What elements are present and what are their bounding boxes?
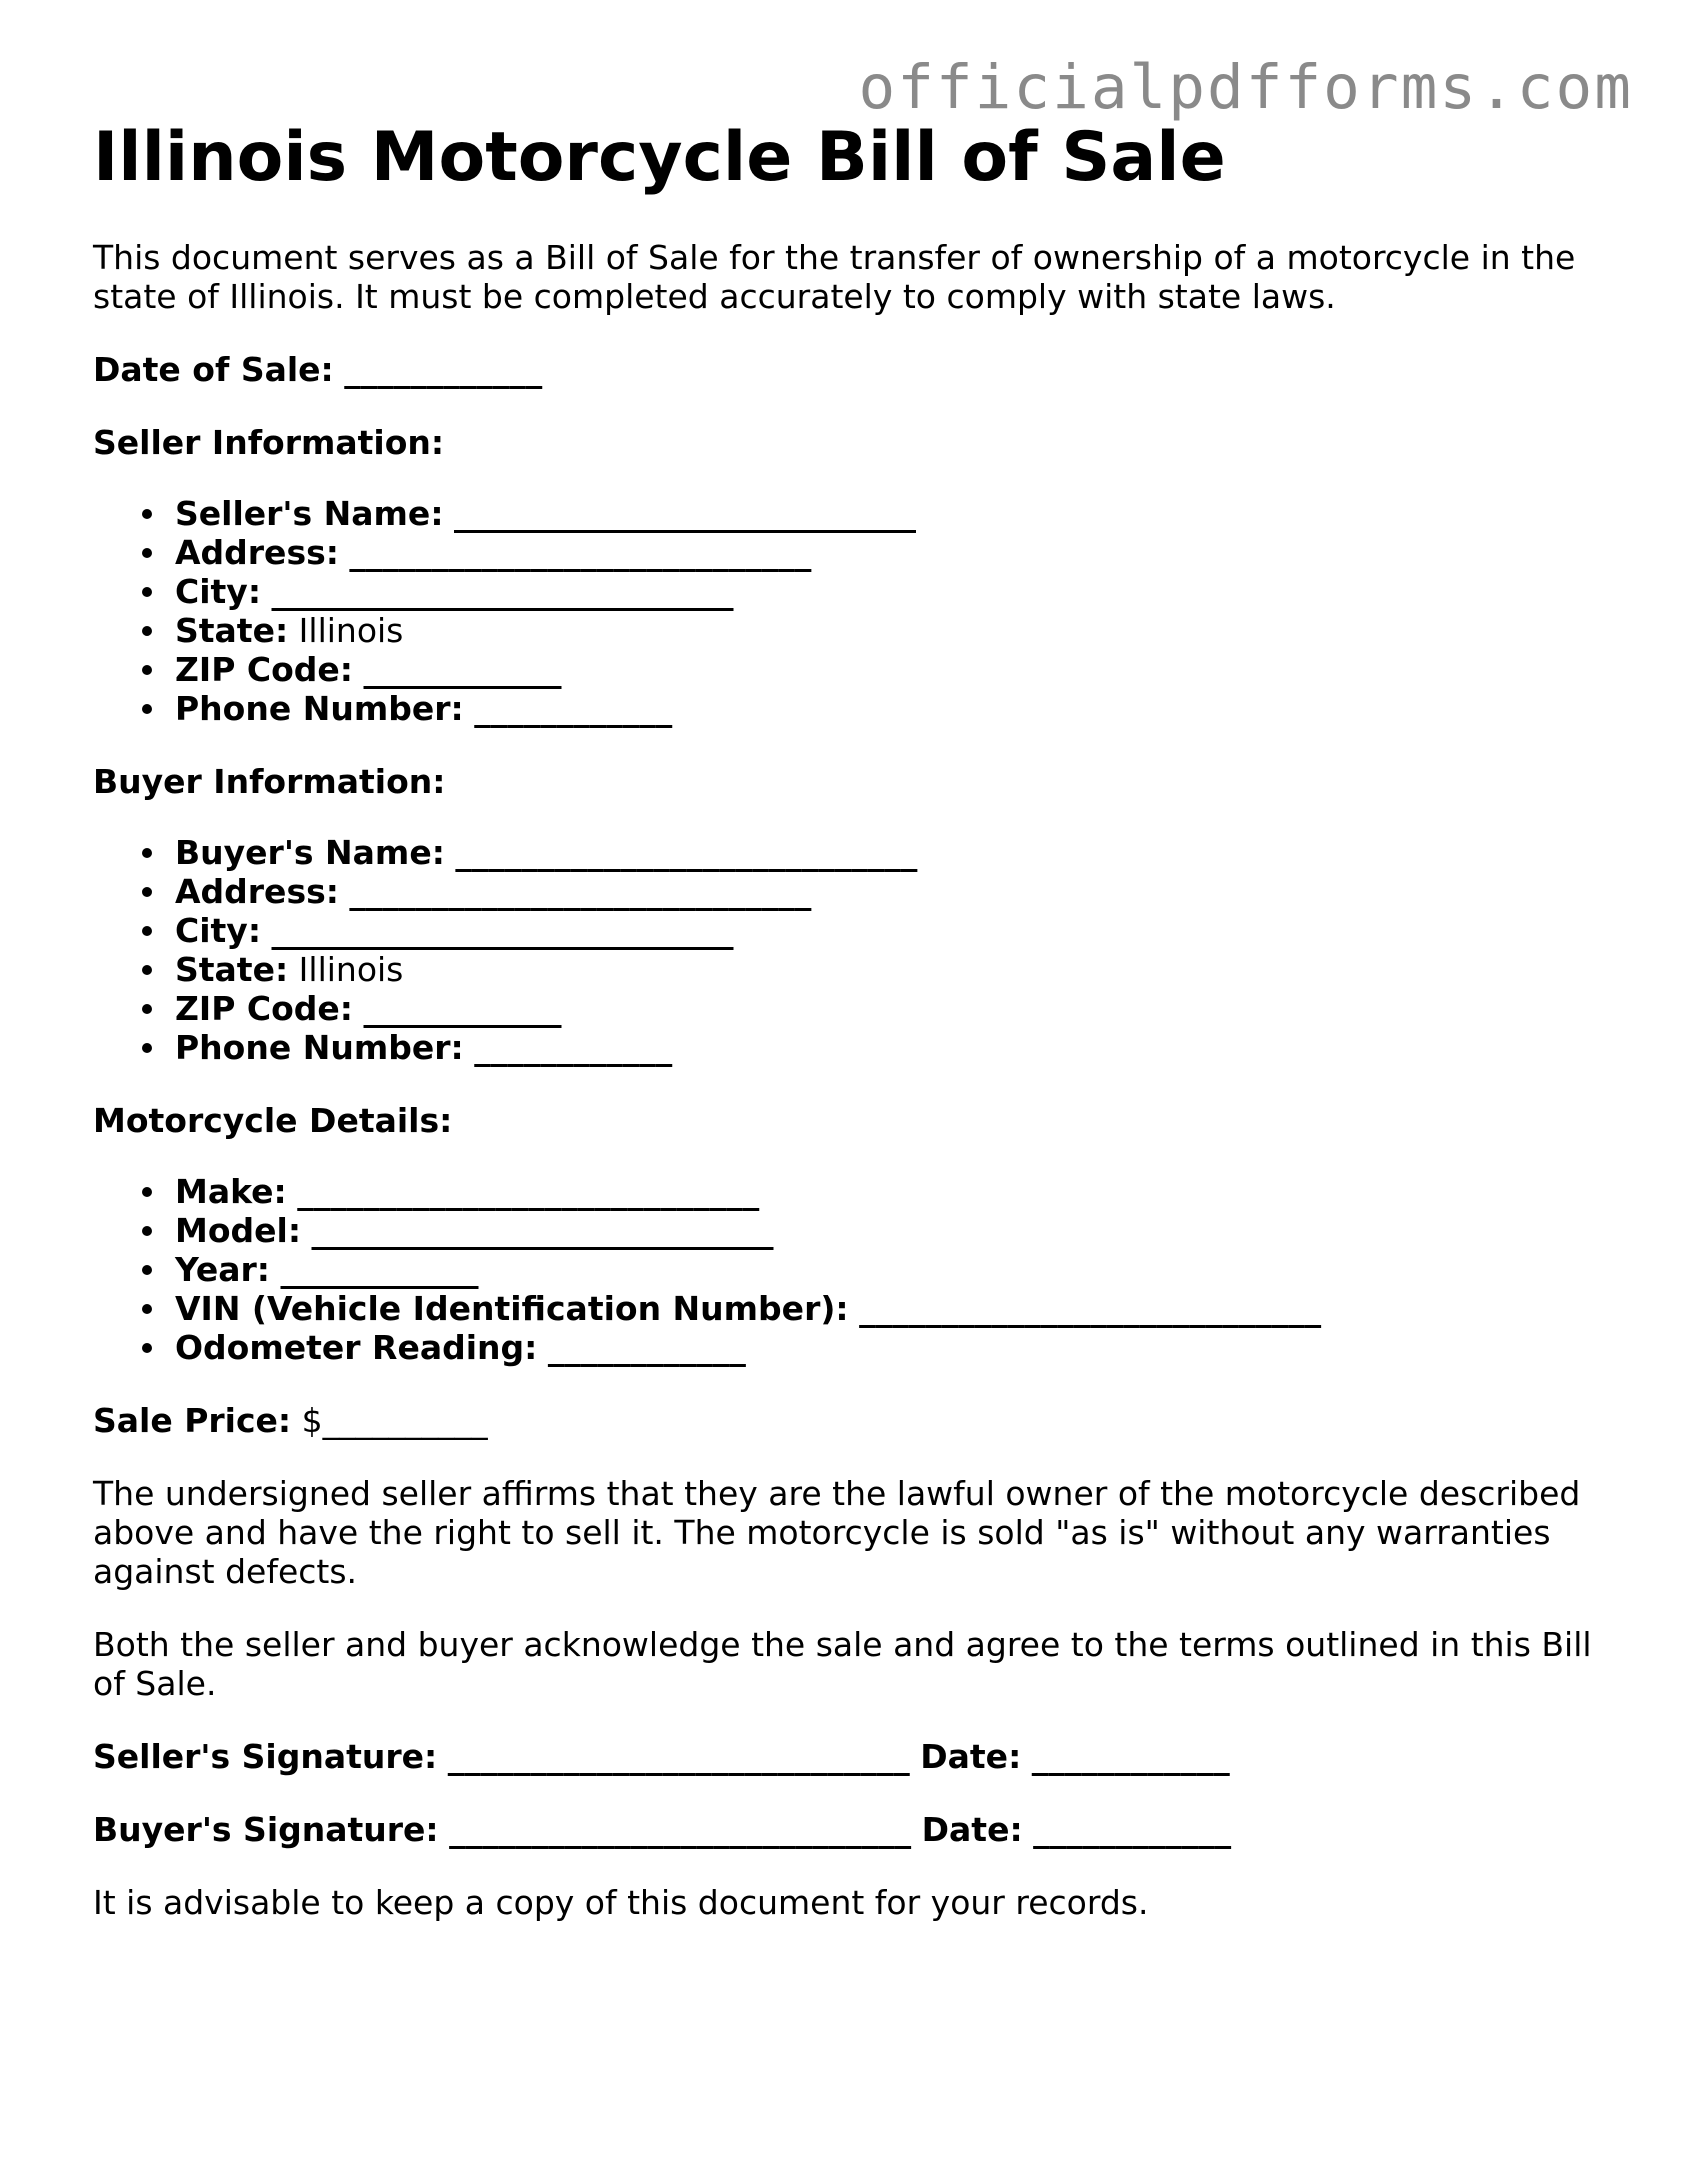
seller-date-label: Date: [920,1737,1022,1776]
field-value: Illinois [298,611,404,650]
field-label: Seller's Name: [175,494,444,533]
motorcycle-field-vin [93,1289,1593,1328]
seller-field-city [93,572,1593,611]
field-blank[interactable]: ____________ [474,1028,673,1067]
field-blank[interactable]: ____________ [474,689,673,728]
sale-price-label: Sale Price: [93,1401,292,1440]
document-page [93,118,1593,1922]
field-label: ZIP Code: [175,989,353,1028]
field-label: Address: [175,872,339,911]
seller-signature-label: Seller's Signature: [93,1737,438,1776]
field-label: Buyer's Name: [175,833,445,872]
sale-price-blank[interactable]: $__________ [301,1401,488,1440]
buyer-signature-blank[interactable]: ____________________________ [449,1810,912,1849]
seller-field-name [93,494,1593,533]
field-label: Odometer Reading: [175,1328,538,1367]
field-blank[interactable]: ____________ [280,1250,479,1289]
buyer-date-label: Date: [921,1810,1023,1849]
buyer-field-name [93,833,1593,872]
field-label: Model: [175,1211,302,1250]
seller-date-blank[interactable]: ____________ [1031,1737,1230,1776]
field-blank[interactable]: ____________ [547,1328,746,1367]
field-blank[interactable]: ____________________________ [455,833,918,872]
field-label: City: [175,572,262,611]
watermark-text: officialpdfforms.com [858,52,1633,123]
intro-paragraph: This document serves as a Bill of Sale for the transfer of ownership of a motorcycle in the state of Illinois. It must be completed accurately to comply with state laws. [93,238,1576,316]
field-label: City: [175,911,262,950]
affirmation-paragraph: The undersigned seller affirms that they are the lawful owner of the motorcycle described above and have the right to sell it. The motorcycle is sold "as is" without any warranties against defects. [93,1474,1581,1591]
motorcycle-field-make [93,1172,1593,1211]
field-label: Phone Number: [175,1028,464,1067]
seller-field-state [93,611,1593,650]
seller-field-phone [93,689,1593,728]
seller-signature-blank[interactable]: ____________________________ [447,1737,910,1776]
field-label: Address: [175,533,339,572]
motorcycle-details-heading: Motorcycle Details: [93,1101,453,1140]
field-value: Illinois [298,950,404,989]
field-blank[interactable]: ____________________________ [297,1172,760,1211]
date-of-sale-blank[interactable]: ____________ [344,350,543,389]
field-blank[interactable]: ____________________________ [859,1289,1322,1328]
field-blank[interactable]: ____________________________ [271,911,734,950]
field-label: Phone Number: [175,689,464,728]
buyer-info-list [93,833,1593,1067]
field-blank[interactable]: ____________________________ [349,872,812,911]
field-blank[interactable]: ____________________________ [311,1211,774,1250]
buyer-field-address [93,872,1593,911]
buyer-field-city [93,911,1593,950]
field-blank[interactable]: ____________________________ [349,533,812,572]
field-label: State: [175,950,289,989]
field-label: ZIP Code: [175,650,353,689]
seller-field-address [93,533,1593,572]
seller-field-zip [93,650,1593,689]
seller-info-heading: Seller Information: [93,423,445,462]
field-blank[interactable]: ____________ [363,650,562,689]
buyer-signature-label: Buyer's Signature: [93,1810,439,1849]
field-blank[interactable]: ____________ [363,989,562,1028]
motorcycle-field-model [93,1211,1593,1250]
buyer-field-phone [93,1028,1593,1067]
date-of-sale-field [93,350,1593,389]
date-of-sale-label: Date of Sale: [93,350,334,389]
acknowledgement-paragraph: Both the seller and buyer acknowledge the sale and agree to the terms outlined in this Bill of Sale. [93,1625,1592,1703]
buyer-field-zip [93,989,1593,1028]
buyer-info-heading: Buyer Information: [93,762,446,801]
field-label: State: [175,611,289,650]
seller-info-list [93,494,1593,728]
sale-price-field [93,1401,1593,1440]
buyer-field-state [93,950,1593,989]
buyer-signature-line [93,1810,1593,1849]
field-label: Make: [175,1172,287,1211]
motorcycle-details-list [93,1172,1593,1367]
buyer-date-blank[interactable]: ____________ [1033,1810,1232,1849]
field-label: VIN (Vehicle Identification Number): [175,1289,849,1328]
motorcycle-field-odometer [93,1328,1593,1367]
page-title: Illinois Motorcycle Bill of Sale [93,118,1226,197]
seller-signature-line [93,1737,1593,1776]
field-label: Year: [175,1250,270,1289]
motorcycle-field-year [93,1250,1593,1289]
footer-note: It is advisable to keep a copy of this document for your records. [93,1883,1149,1922]
field-blank[interactable]: ____________________________ [271,572,734,611]
field-blank[interactable]: ____________________________ [454,494,917,533]
